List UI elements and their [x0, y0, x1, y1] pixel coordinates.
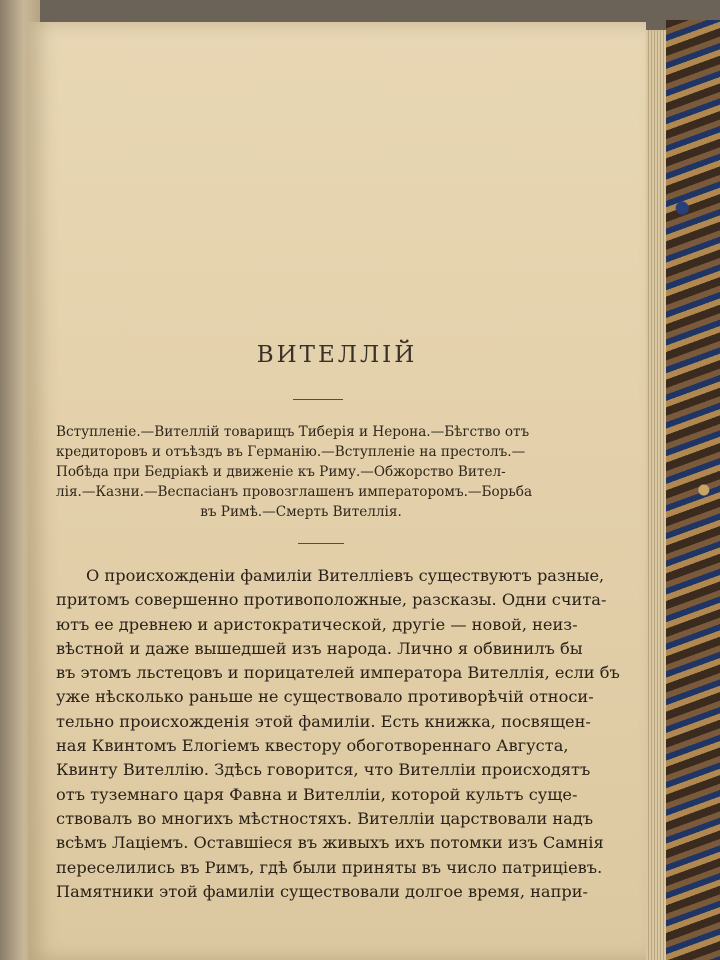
book-page — [28, 22, 646, 960]
chapter-summary — [56, 422, 586, 522]
title-rule — [293, 399, 343, 400]
summary-line: въ Римѣ.—Смерть Вителлія. — [200, 504, 402, 520]
summary-line: кредиторовъ и отъѣздъ въ Германію.—Вступленіе на престолъ.— — [56, 444, 526, 460]
summary-line: Вступленіе.—Вителлій товарищъ Тиберія и Нерона.—Бѣгство отъ — [56, 424, 530, 440]
chapter-title: ВИТЕЛЛІЙ — [256, 342, 418, 368]
body-line: ютъ ее древнею и аристократической, другіе — новой, неиз- — [56, 614, 578, 634]
body-paragraph — [56, 564, 620, 904]
body-line: тельно происхожденія этой фамиліи. Есть книжка, посвящен- — [56, 711, 591, 731]
body-line: отъ туземнаго царя Фавна и Вителліи, которой культъ суще- — [56, 784, 578, 804]
body-line: Квинту Вителлію. Здѣсь говорится, что Вителліи происходятъ — [56, 760, 591, 780]
body-line: вѣстной и даже вышедшей изъ народа. Лично я обвинилъ бы — [56, 638, 583, 658]
body-line: притомъ совершенно противоположные, разсказы. Одни счита- — [56, 590, 607, 610]
marbled-cover — [666, 20, 720, 960]
page-content — [28, 22, 646, 960]
body-line: всѣмъ Лаціемъ. Оставшіеся въ живыхъ ихъ потомки изъ Самнія — [56, 833, 604, 853]
summary-rule — [298, 543, 344, 544]
summary-line: лія.—Казни.—Веспасіанъ провозглашенъ императоромъ.—Борьба — [56, 484, 533, 500]
body-line: ная Квинтомъ Елогіемъ квестору обоготвореннаго Августа, — [56, 736, 569, 756]
body-line: уже нѣсколько раньше не существовало противорѣчій относи- — [56, 687, 594, 707]
body-line: О происхожденіи фамиліи Вителліевъ существуютъ разные, — [86, 566, 605, 585]
summary-line: Побѣда при Бедріакѣ и движеніе къ Риму.—Обжорство Вител- — [56, 464, 506, 480]
body-line: переселились въ Римъ, гдѣ были приняты въ число патриціевъ. — [56, 857, 603, 877]
body-line: въ этомъ льстецовъ и порицателей императора Вителлія, если бъ — [56, 663, 620, 683]
page-edges — [646, 30, 666, 960]
body-line: Памятники этой фамиліи существовали долгое время, напри- — [56, 881, 588, 901]
body-line: ствовалъ во многихъ мѣстностяхъ. Вителліи царствовали надъ — [56, 808, 594, 828]
